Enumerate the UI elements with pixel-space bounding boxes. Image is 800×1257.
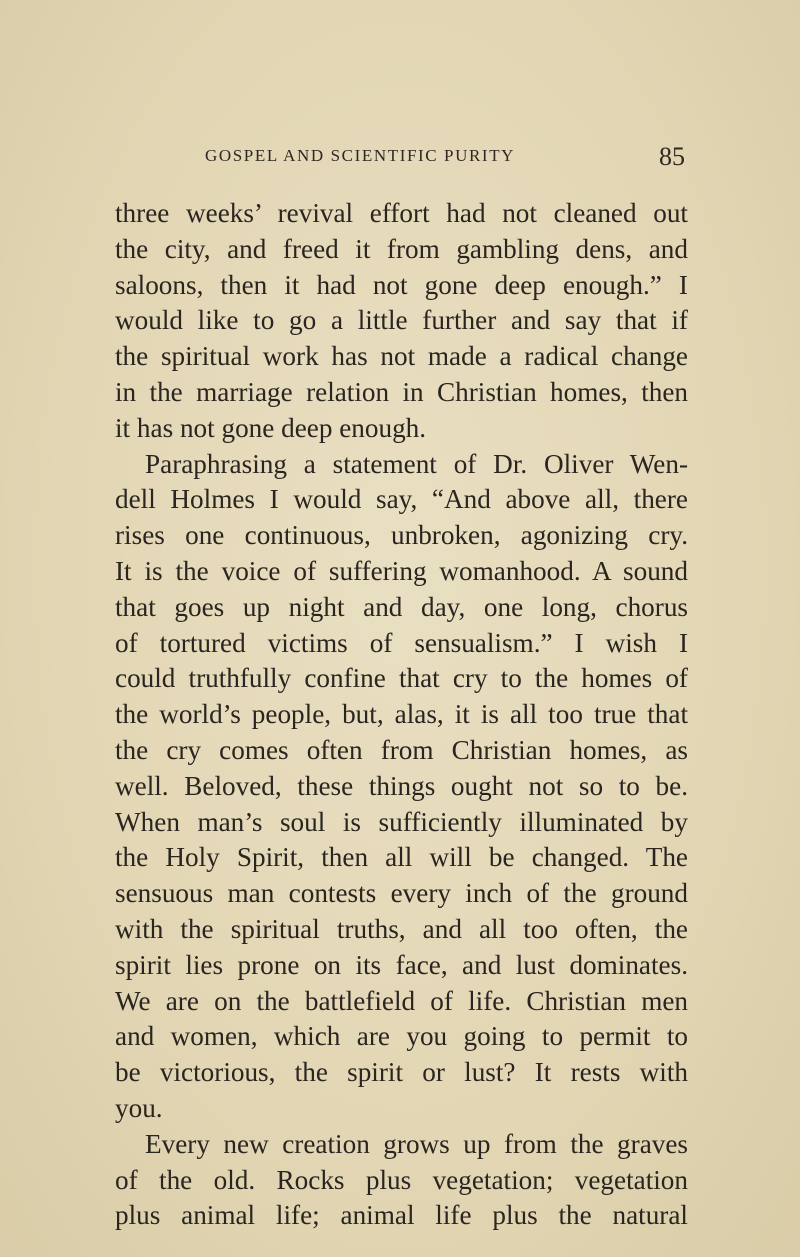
text-line: could truthfully confine that cry to the homes of	[115, 663, 688, 694]
text-line: saloons, then it had not gone deep enough.” I	[115, 269, 688, 300]
text-line: be victorious, the spirit or lust? It rests with	[115, 1057, 688, 1088]
text-line: it has not gone deep enough.	[115, 412, 427, 443]
text-line: We are on the battlefield of life. Christian men	[115, 985, 688, 1016]
text-line: Every new creation grows up from the graves	[145, 1128, 688, 1159]
text-line: of tortured victims of sensualism.” I wish I	[115, 627, 688, 658]
text-line: the spiritual work has not made a radical change	[115, 341, 688, 372]
text-line: the cry comes often from Christian homes, as	[115, 734, 688, 765]
text-line: sensuous man contests every inch of the ground	[115, 878, 688, 909]
text-line: spirit lies prone on its face, and lust dominates.	[115, 949, 688, 980]
text-line: well. Beloved, these things ought not so to be.	[115, 770, 688, 801]
text-line: in the marriage relation in Christian homes, then	[115, 376, 688, 407]
text-line: plus animal life; animal life plus the natural	[115, 1200, 688, 1231]
text-line: Paraphrasing a statement of Dr. Oliver Wen-	[145, 448, 688, 479]
text-line: you.	[115, 1092, 163, 1123]
text-line: three weeks’ revival effort had not cleaned out	[115, 198, 688, 228]
text-line: and women, which are you going to permit to	[115, 1021, 688, 1052]
text-line: the world’s people, but, alas, it is all too true that	[115, 699, 688, 730]
text-line: of the old. Rocks plus vegetation; vegetation	[115, 1164, 688, 1195]
running-title: GOSPEL AND SCIENTIFIC PURITY	[205, 146, 516, 165]
text-line: When man’s soul is sufficiently illuminated by	[115, 806, 688, 837]
text-line: that goes up night and day, one long, chorus	[115, 591, 688, 622]
body-text	[115, 196, 688, 1234]
text-line: with the spiritual truths, and all too often, the	[115, 913, 688, 944]
text-line: rises one continuous, unbroken, agonizing cry.	[115, 520, 688, 551]
text-line: the city, and freed it from gambling dens, and	[115, 233, 688, 264]
text-line: dell Holmes I would say, “And above all, there	[115, 484, 688, 515]
page-number: 85	[659, 142, 685, 171]
running-head	[205, 142, 685, 176]
text-line: the Holy Spirit, then all will be changed. The	[115, 842, 688, 873]
text-line: It is the voice of suffering womanhood. A sound	[115, 555, 688, 586]
text-line: would like to go a little further and say that if	[115, 305, 688, 336]
